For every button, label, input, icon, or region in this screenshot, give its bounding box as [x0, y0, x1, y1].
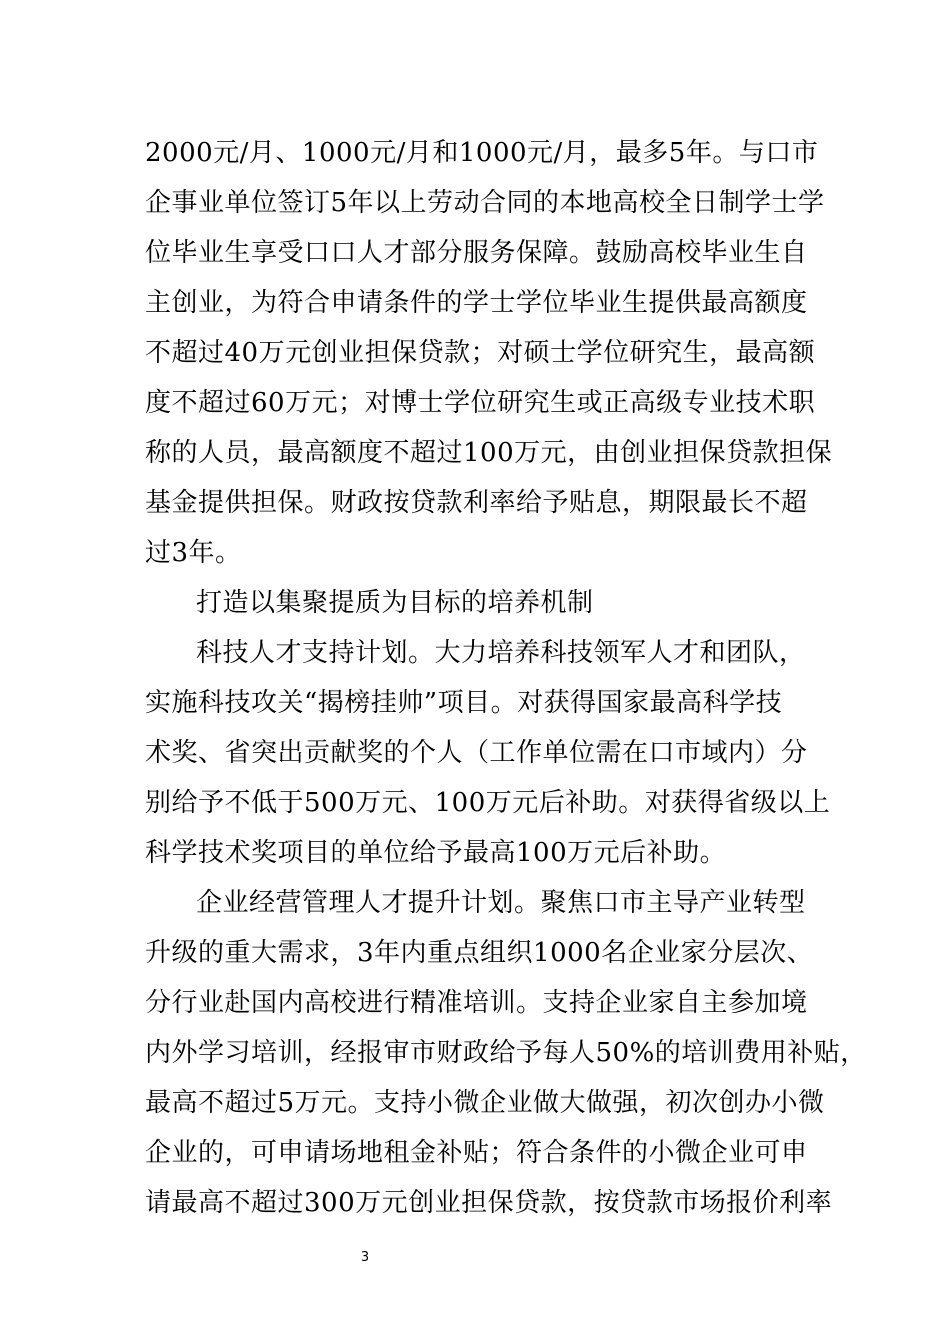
page-number: 3 — [360, 1250, 370, 1265]
text-line: 分行业赴国内高校进行精准培训。支持企业家自主参加境 — [145, 988, 808, 1018]
text-line: 升级的重大需求，3年内重点组织1000名企业家分层次、 — [145, 938, 814, 968]
text-line: 不超过40万元创业担保贷款；对硕士学位研究生，最高额 — [145, 338, 816, 368]
text-line: 度不超过60万元；对博士学位研究生或正高级专业技术职 — [145, 388, 816, 418]
text-line: 请最高不超过300万元创业担保贷款，按贷款市场报价利率 — [145, 1188, 833, 1218]
paragraph-start-line: 科技人才支持计划。大力培养科技领军人才和团队， — [196, 638, 806, 668]
text-line: 企事业单位签订5年以上劳动合同的本地高校全日制学士学 — [145, 188, 825, 218]
text-line: 企业的，可申请场地租金补贴；符合条件的小微企业可申 — [145, 1138, 808, 1168]
paragraph-start-line: 企业经营管理人才提升计划。聚焦口市主导产业转型 — [196, 888, 806, 918]
section-heading: 打造以集聚提质为目标的培养机制 — [196, 588, 594, 618]
text-line: 基金提供担保。财政按贷款利率给予贴息，期限最长不超 — [145, 488, 808, 518]
text-line: 过3年。 — [145, 538, 242, 568]
text-line: 主创业，为符合申请条件的学士学位毕业生提供最高额度 — [145, 288, 808, 318]
text-line: 称的人员，最高额度不超过100万元，由创业担保贷款担保 — [145, 438, 833, 468]
text-line: 实施科技攻关“揭榜挂帅”项目。对获得国家最高科学技 — [145, 688, 783, 718]
text-line: 别给予不低于500万元、100万元后补助。对获得省级以上 — [145, 788, 831, 818]
text-line: 科学技术奖项目的单位给予最高100万元后补助。 — [145, 838, 727, 868]
text-line: 内外学习培训，经报审市财政给予每人50%的培训费用补贴， — [145, 1038, 867, 1068]
text-line: 术奖、省突出贡献奖的个人（工作单位需在口市域内）分 — [145, 738, 808, 768]
text-line: 位毕业生享受口口人才部分服务保障。鼓励高校毕业生自 — [145, 238, 808, 268]
text-line: 最高不超过5万元。支持小微企业做大做强，初次创办小微 — [145, 1088, 825, 1118]
text-line: 2000元/月、1000元/月和1000元/月，最多5年。与口市 — [145, 138, 819, 168]
